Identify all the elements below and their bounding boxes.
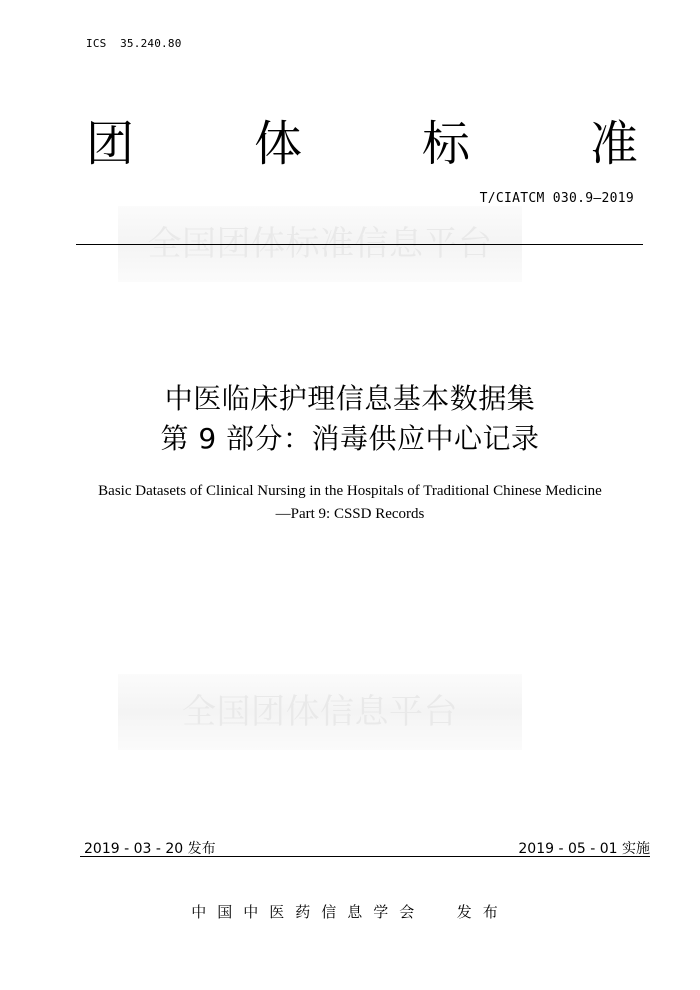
standard-type-title bbox=[86, 112, 638, 176]
standard-number: T/CIATCM 030.9—2019 bbox=[479, 191, 634, 206]
issue-date: 2019 - 03 - 20 发布 bbox=[84, 841, 216, 857]
header-divider bbox=[76, 244, 643, 245]
title-en-line-2: —Part 9: CSSD Records bbox=[275, 506, 425, 522]
watermark-bottom: 全国团体信息平台 bbox=[118, 674, 522, 750]
title-cn-line-1: 中医临床护理信息基本数据集 bbox=[164, 382, 536, 415]
footer-divider bbox=[80, 856, 650, 857]
standard-type-char-2: 体 bbox=[253, 116, 302, 172]
publisher: 中国中医药信息学会 发布 bbox=[191, 903, 509, 921]
title-cn-line-2: 第 9 部分：消毒供应中心记录 bbox=[160, 422, 540, 455]
implementation-date: 2019 - 05 - 01 实施 bbox=[518, 841, 650, 857]
standard-type-char-1: 团 bbox=[86, 116, 135, 172]
ics-code: ICS 35.240.80 bbox=[86, 37, 182, 50]
standard-type-char-3: 标 bbox=[421, 116, 470, 172]
standard-type-char-4: 准 bbox=[589, 116, 638, 172]
watermark-top: 全国团体标准信息平台 bbox=[118, 206, 522, 282]
title-en-line-1: Basic Datasets of Clinical Nursing in the Hospitals of Traditional Chinese Medicine bbox=[98, 483, 602, 499]
